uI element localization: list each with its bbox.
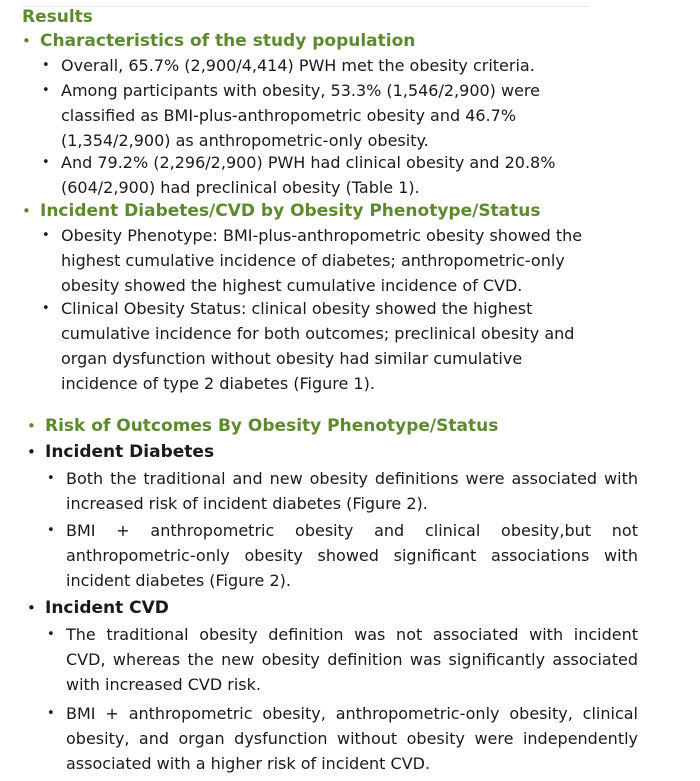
bullet-icon: • [47, 706, 55, 721]
section-heading-risk [27, 415, 498, 437]
section-heading-label: Incident Diabetes/CVD by Obesity Phenotype/Status [40, 201, 541, 221]
bullet-icon: • [27, 417, 36, 435]
list-item-text: BMI + anthropometric obesity, anthropometric-only obesity, clinical obesity, and organ dysfunction without obesity were independently associated with a higher risk of incident CVD. [66, 704, 638, 773]
subsection-heading-label: Incident Diabetes [45, 442, 215, 462]
list-item-text: Overall, 65.7% (2,900/4,414) PWH met the obesity criteria. [61, 56, 535, 75]
bullet-icon: • [42, 155, 50, 170]
section-heading-label: Risk of Outcomes By Obesity Phenotype/Status [45, 416, 499, 436]
list-item-text: Among participants with obesity, 53.3% (1,546/2,900) were classified as BMI-plus-anthropometric obesity and 46.7% (1,354/2,900) as anthropometric-only obesity. [61, 81, 540, 150]
bullet-icon: • [42, 58, 50, 73]
subsection-heading-cvd [27, 597, 169, 619]
bullet-icon: • [42, 83, 50, 98]
top-divider [22, 6, 588, 7]
bullet-icon: • [47, 471, 55, 486]
subsection-heading-label: Incident CVD [45, 598, 169, 618]
list-item-text: BMI + anthropometric obesity and clinical obesity,but not anthropometric-only obesity showed significant associations with incident diabetes (Figure 2). [66, 521, 638, 590]
subsection-heading-diabetes [27, 441, 214, 463]
bullet-icon: • [27, 599, 36, 617]
bullet-icon: • [22, 32, 31, 50]
bullet-icon: • [42, 301, 50, 316]
list-item [42, 296, 591, 396]
list-item-text: And 79.2% (2,296/2,900) PWH had clinical obesity and 20.8% (604/2,900) had preclinical obesity (Table 1). [61, 153, 556, 197]
list-item [47, 622, 638, 697]
list-item [47, 518, 638, 593]
list-item [42, 223, 591, 298]
bullet-icon: • [47, 627, 55, 642]
list-item-text: The traditional obesity definition was not associated with incident CVD, whereas the new obesity definition was significantly associated with increased CVD risk. [66, 625, 638, 694]
bullet-icon: • [47, 523, 55, 538]
section-heading-incidence [22, 200, 541, 222]
list-item [42, 150, 591, 200]
bullet-icon: • [27, 443, 36, 461]
list-item [42, 53, 591, 78]
section-heading-label: Characteristics of the study population [40, 31, 416, 51]
list-item-text: Clinical Obesity Status: clinical obesity showed the highest cumulative incidence for both outcomes; preclinical obesity and organ dysfunction without obesity had similar cumulative incidence of type 2 diabetes (Figure 1). [61, 299, 575, 393]
results-title: Results [22, 7, 93, 27]
bullet-icon: • [22, 202, 31, 220]
list-item-text: Both the traditional and new obesity definitions were associated with increased risk of incident diabetes (Figure 2). [66, 469, 638, 513]
list-item [42, 78, 591, 153]
list-item [47, 701, 638, 776]
section-heading-characteristics [22, 30, 415, 52]
list-item [47, 466, 638, 516]
bullet-icon: • [42, 228, 50, 243]
list-item-text: Obesity Phenotype: BMI-plus-anthropometric obesity showed the highest cumulative incidence of diabetes; anthropometric-only obesity showed the highest cumulative incidence of CVD. [61, 226, 583, 295]
